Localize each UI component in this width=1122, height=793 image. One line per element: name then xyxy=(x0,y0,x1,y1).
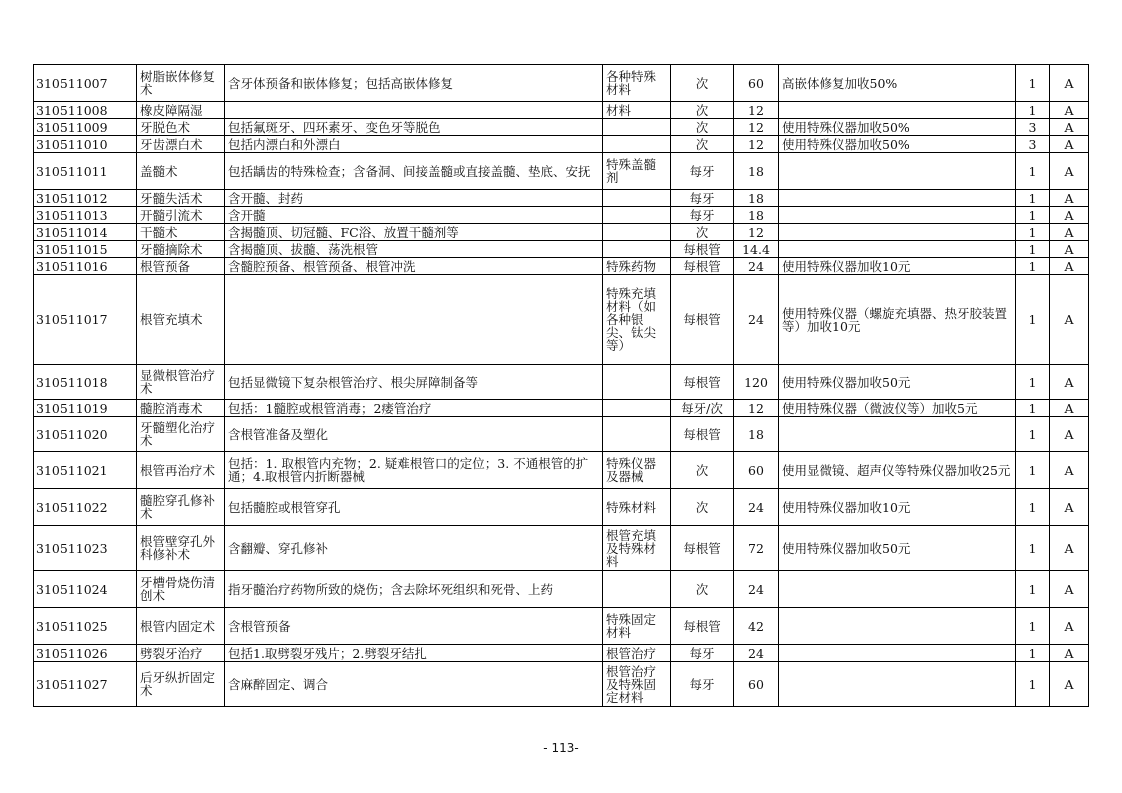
price-cell: 12 xyxy=(734,119,779,136)
table-row xyxy=(34,65,1089,102)
grade-cell: 1 xyxy=(1016,571,1050,608)
table-row xyxy=(34,365,1089,400)
price-note-cell xyxy=(779,645,1016,662)
pricing-unit-cell: 每牙 xyxy=(671,190,734,207)
price-note-cell: 使用特殊仪器（微波仪等）加收5元 xyxy=(779,400,1016,417)
item-code-cell: 310511016 xyxy=(34,258,137,275)
category-cell: A xyxy=(1050,645,1089,662)
category-cell: A xyxy=(1050,526,1089,571)
pricing-unit-cell: 次 xyxy=(671,571,734,608)
item-code-cell: 310511017 xyxy=(34,275,137,365)
item-content-cell: 含根管预备 xyxy=(225,608,603,645)
item-code-cell: 310511024 xyxy=(34,571,137,608)
price-cell: 18 xyxy=(734,417,779,452)
grade-cell: 1 xyxy=(1016,417,1050,452)
category-cell: A xyxy=(1050,417,1089,452)
pricing-unit-cell: 次 xyxy=(671,489,734,526)
grade-cell: 1 xyxy=(1016,258,1050,275)
price-cell: 24 xyxy=(734,489,779,526)
price-cell: 18 xyxy=(734,207,779,224)
excluded-items-cell: 特殊盖髓剂 xyxy=(603,153,671,190)
item-content-cell: 含开髓 xyxy=(225,207,603,224)
price-cell: 12 xyxy=(734,400,779,417)
price-note-cell xyxy=(779,417,1016,452)
price-cell: 24 xyxy=(734,571,779,608)
table-row xyxy=(34,608,1089,645)
category-cell: A xyxy=(1050,190,1089,207)
price-note-cell: 使用特殊仪器加收10元 xyxy=(779,489,1016,526)
grade-cell: 1 xyxy=(1016,275,1050,365)
category-cell: A xyxy=(1050,571,1089,608)
category-cell: A xyxy=(1050,608,1089,645)
category-cell: A xyxy=(1050,207,1089,224)
item-code-cell: 310511025 xyxy=(34,608,137,645)
item-content-cell: 包括龋齿的特殊检查；含备洞、间接盖髓或直接盖髓、垫底、安抚 xyxy=(225,153,603,190)
item-content-cell: 包括内漂白和外漂白 xyxy=(225,136,603,153)
table-row xyxy=(34,241,1089,258)
excluded-items-cell: 各种特殊材料 xyxy=(603,65,671,102)
item-code-cell: 310511007 xyxy=(34,65,137,102)
excluded-items-cell: 特殊药物 xyxy=(603,258,671,275)
category-cell: A xyxy=(1050,275,1089,365)
table-row xyxy=(34,207,1089,224)
grade-cell: 1 xyxy=(1016,400,1050,417)
price-note-cell xyxy=(779,608,1016,645)
pricing-unit-cell: 每根管 xyxy=(671,526,734,571)
price-cell: 12 xyxy=(734,102,779,119)
price-cell: 12 xyxy=(734,224,779,241)
grade-cell: 1 xyxy=(1016,153,1050,190)
price-note-cell xyxy=(779,102,1016,119)
price-note-cell: 使用特殊仪器加收50% xyxy=(779,136,1016,153)
item-content-cell: 含揭髓顶、拔髓、荡洗根管 xyxy=(225,241,603,258)
grade-cell: 3 xyxy=(1016,119,1050,136)
price-note-cell: 使用特殊仪器加收50元 xyxy=(779,526,1016,571)
excluded-items-cell xyxy=(603,207,671,224)
excluded-items-cell: 材料 xyxy=(603,102,671,119)
excluded-items-cell xyxy=(603,119,671,136)
item-name-cell: 根管壁穿孔外科修补术 xyxy=(137,526,225,571)
item-content-cell: 含牙体预备和嵌体修复；包括高嵌体修复 xyxy=(225,65,603,102)
item-content-cell: 包括髓腔或根管穿孔 xyxy=(225,489,603,526)
excluded-items-cell: 根管治疗 xyxy=(603,645,671,662)
price-note-cell: 使用特殊仪器加收50元 xyxy=(779,365,1016,400)
item-name-cell: 显微根管治疗术 xyxy=(137,365,225,400)
pricing-unit-cell: 每牙 xyxy=(671,662,734,707)
item-content-cell: 含麻醉固定、调合 xyxy=(225,662,603,707)
price-note-cell xyxy=(779,190,1016,207)
item-content-cell: 包括：1髓腔或根管消毒；2瘘管治疗 xyxy=(225,400,603,417)
item-code-cell: 310511027 xyxy=(34,662,137,707)
item-name-cell: 牙齿漂白术 xyxy=(137,136,225,153)
table-row xyxy=(34,645,1089,662)
price-cell: 72 xyxy=(734,526,779,571)
pricing-unit-cell: 每根管 xyxy=(671,241,734,258)
item-name-cell: 牙髓摘除术 xyxy=(137,241,225,258)
pricing-unit-cell: 次 xyxy=(671,136,734,153)
category-cell: A xyxy=(1050,102,1089,119)
price-cell: 24 xyxy=(734,258,779,275)
grade-cell: 1 xyxy=(1016,452,1050,489)
price-cell: 60 xyxy=(734,662,779,707)
category-cell: A xyxy=(1050,662,1089,707)
pricing-unit-cell: 每根管 xyxy=(671,258,734,275)
grade-cell: 1 xyxy=(1016,65,1050,102)
item-name-cell: 根管内固定术 xyxy=(137,608,225,645)
price-note-cell xyxy=(779,241,1016,258)
item-code-cell: 310511022 xyxy=(34,489,137,526)
price-cell: 60 xyxy=(734,452,779,489)
table-row xyxy=(34,452,1089,489)
item-name-cell: 髓腔穿孔修补术 xyxy=(137,489,225,526)
item-content-cell: 包括氟斑牙、四环素牙、变色牙等脱色 xyxy=(225,119,603,136)
grade-cell: 1 xyxy=(1016,102,1050,119)
grade-cell: 1 xyxy=(1016,645,1050,662)
item-content-cell: 包括显微镜下复杂根管治疗、根尖屏障制备等 xyxy=(225,365,603,400)
item-code-cell: 310511026 xyxy=(34,645,137,662)
item-code-cell: 310511023 xyxy=(34,526,137,571)
table-row xyxy=(34,662,1089,707)
item-code-cell: 310511012 xyxy=(34,190,137,207)
page-number: - 113- xyxy=(543,741,579,755)
item-code-cell: 310511020 xyxy=(34,417,137,452)
grade-cell: 1 xyxy=(1016,224,1050,241)
price-cell: 12 xyxy=(734,136,779,153)
grade-cell: 1 xyxy=(1016,662,1050,707)
item-code-cell: 310511010 xyxy=(34,136,137,153)
item-name-cell: 盖髓术 xyxy=(137,153,225,190)
category-cell: A xyxy=(1050,365,1089,400)
item-code-cell: 310511021 xyxy=(34,452,137,489)
grade-cell: 1 xyxy=(1016,608,1050,645)
price-note-cell: 使用特殊仪器加收50% xyxy=(779,119,1016,136)
pricing-unit-cell: 次 xyxy=(671,65,734,102)
item-content-cell: 含髓腔预备、根管预备、根管冲洗 xyxy=(225,258,603,275)
item-name-cell: 牙髓塑化治疗术 xyxy=(137,417,225,452)
table-row xyxy=(34,190,1089,207)
grade-cell: 1 xyxy=(1016,365,1050,400)
grade-cell: 1 xyxy=(1016,526,1050,571)
table-row xyxy=(34,102,1089,119)
item-content-cell xyxy=(225,102,603,119)
price-cell: 24 xyxy=(734,275,779,365)
item-name-cell: 后牙纵折固定术 xyxy=(137,662,225,707)
item-code-cell: 310511014 xyxy=(34,224,137,241)
grade-cell: 1 xyxy=(1016,190,1050,207)
table-row xyxy=(34,400,1089,417)
price-note-cell xyxy=(779,571,1016,608)
category-cell: A xyxy=(1050,224,1089,241)
category-cell: A xyxy=(1050,452,1089,489)
excluded-items-cell: 根管治疗及特殊固定材料 xyxy=(603,662,671,707)
item-name-cell: 牙脱色术 xyxy=(137,119,225,136)
category-cell: A xyxy=(1050,136,1089,153)
category-cell: A xyxy=(1050,400,1089,417)
table-row xyxy=(34,119,1089,136)
item-code-cell: 310511008 xyxy=(34,102,137,119)
pricing-unit-cell: 每根管 xyxy=(671,365,734,400)
table-row xyxy=(34,258,1089,275)
price-note-cell xyxy=(779,224,1016,241)
grade-cell: 3 xyxy=(1016,136,1050,153)
table-row xyxy=(34,136,1089,153)
pricing-unit-cell: 每牙 xyxy=(671,207,734,224)
item-content-cell: 包括1.取劈裂牙残片；2.劈裂牙结扎 xyxy=(225,645,603,662)
item-name-cell: 根管再治疗术 xyxy=(137,452,225,489)
item-content-cell: 含根管准备及塑化 xyxy=(225,417,603,452)
price-cell: 42 xyxy=(734,608,779,645)
grade-cell: 1 xyxy=(1016,207,1050,224)
price-cell: 24 xyxy=(734,645,779,662)
table-row xyxy=(34,275,1089,365)
category-cell: A xyxy=(1050,258,1089,275)
item-content-cell: 指牙髓治疗药物所致的烧伤；含去除坏死组织和死骨、上药 xyxy=(225,571,603,608)
price-cell: 60 xyxy=(734,65,779,102)
item-name-cell: 牙髓失活术 xyxy=(137,190,225,207)
table-row xyxy=(34,526,1089,571)
excluded-items-cell: 特殊仪器及器械 xyxy=(603,452,671,489)
table-row xyxy=(34,417,1089,452)
category-cell: A xyxy=(1050,489,1089,526)
grade-cell: 1 xyxy=(1016,489,1050,526)
price-note-cell xyxy=(779,207,1016,224)
item-name-cell: 根管预备 xyxy=(137,258,225,275)
excluded-items-cell xyxy=(603,400,671,417)
item-name-cell: 树脂嵌体修复术 xyxy=(137,65,225,102)
item-name-cell: 根管充填术 xyxy=(137,275,225,365)
excluded-items-cell xyxy=(603,365,671,400)
pricing-unit-cell: 每牙/次 xyxy=(671,400,734,417)
item-name-cell: 劈裂牙治疗 xyxy=(137,645,225,662)
excluded-items-cell xyxy=(603,224,671,241)
category-cell: A xyxy=(1050,65,1089,102)
price-cell: 120 xyxy=(734,365,779,400)
item-code-cell: 310511019 xyxy=(34,400,137,417)
item-name-cell: 干髓术 xyxy=(137,224,225,241)
table-row xyxy=(34,153,1089,190)
price-note-cell: 使用特殊仪器（螺旋充填器、热牙胶装置等）加收10元 xyxy=(779,275,1016,365)
table-row xyxy=(34,571,1089,608)
pricing-unit-cell: 每根管 xyxy=(671,275,734,365)
item-code-cell: 310511015 xyxy=(34,241,137,258)
excluded-items-cell: 特殊材料 xyxy=(603,489,671,526)
pricing-unit-cell: 次 xyxy=(671,452,734,489)
item-code-cell: 310511009 xyxy=(34,119,137,136)
item-code-cell: 310511013 xyxy=(34,207,137,224)
item-content-cell: 包括：1. 取根管内充物；2. 疑难根管口的定位；3. 不通根管的扩通；4.取根管内折断器械 xyxy=(225,452,603,489)
grade-cell: 1 xyxy=(1016,241,1050,258)
item-code-cell: 310511011 xyxy=(34,153,137,190)
item-name-cell: 髓腔消毒术 xyxy=(137,400,225,417)
category-cell: A xyxy=(1050,119,1089,136)
price-note-cell: 高嵌体修复加收50% xyxy=(779,65,1016,102)
item-name-cell: 橡皮障隔湿 xyxy=(137,102,225,119)
pricing-unit-cell: 每根管 xyxy=(671,417,734,452)
excluded-items-cell: 根管充填及特殊材料 xyxy=(603,526,671,571)
item-content-cell: 含开髓、封药 xyxy=(225,190,603,207)
category-cell: A xyxy=(1050,153,1089,190)
category-cell: A xyxy=(1050,241,1089,258)
price-note-cell: 使用显微镜、超声仪等特殊仪器加收25元 xyxy=(779,452,1016,489)
pricing-unit-cell: 次 xyxy=(671,224,734,241)
item-code-cell: 310511018 xyxy=(34,365,137,400)
price-note-cell: 使用特殊仪器加收10元 xyxy=(779,258,1016,275)
item-name-cell: 牙槽骨烧伤清创术 xyxy=(137,571,225,608)
excluded-items-cell xyxy=(603,190,671,207)
pricing-unit-cell: 次 xyxy=(671,102,734,119)
fee-table xyxy=(33,64,1089,707)
price-cell: 14.4 xyxy=(734,241,779,258)
pricing-unit-cell: 每根管 xyxy=(671,608,734,645)
item-content-cell: 含揭髓顶、切冠髓、FC浴、放置干髓剂等 xyxy=(225,224,603,241)
table-row xyxy=(34,489,1089,526)
price-cell: 18 xyxy=(734,153,779,190)
price-note-cell xyxy=(779,662,1016,707)
excluded-items-cell xyxy=(603,241,671,258)
pricing-unit-cell: 每牙 xyxy=(671,645,734,662)
item-content-cell xyxy=(225,275,603,365)
excluded-items-cell: 特殊充填材料（如各种银尖、钛尖等） xyxy=(603,275,671,365)
excluded-items-cell xyxy=(603,417,671,452)
excluded-items-cell: 特殊固定材料 xyxy=(603,608,671,645)
table-row xyxy=(34,224,1089,241)
item-name-cell: 开髓引流术 xyxy=(137,207,225,224)
price-note-cell xyxy=(779,153,1016,190)
pricing-unit-cell: 次 xyxy=(671,119,734,136)
excluded-items-cell xyxy=(603,571,671,608)
price-cell: 18 xyxy=(734,190,779,207)
pricing-unit-cell: 每牙 xyxy=(671,153,734,190)
excluded-items-cell xyxy=(603,136,671,153)
item-content-cell: 含翻瓣、穿孔修补 xyxy=(225,526,603,571)
